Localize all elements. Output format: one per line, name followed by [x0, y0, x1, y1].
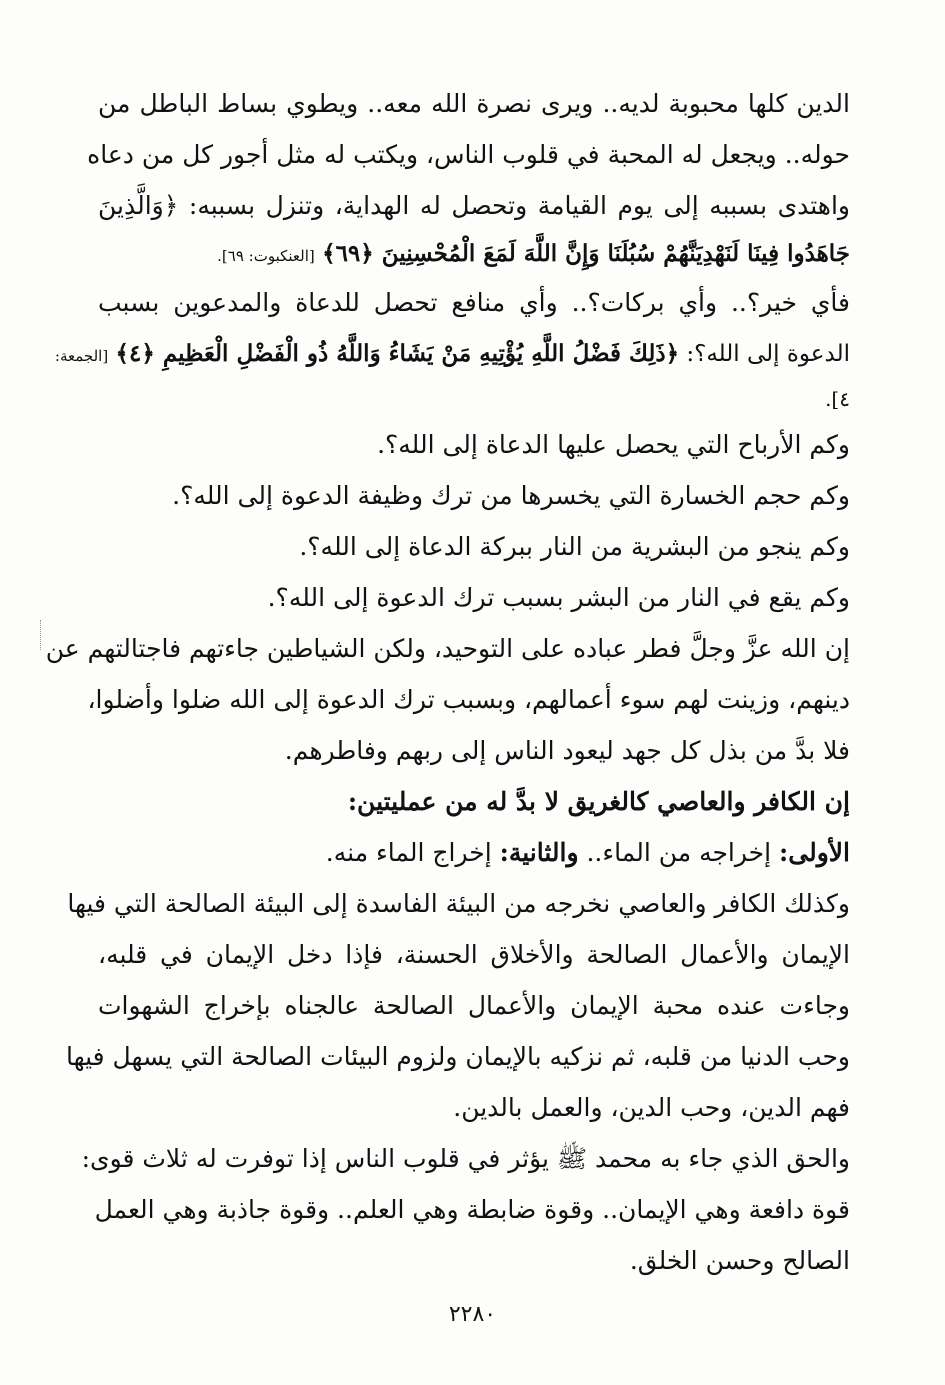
body-line: حوله.. ويجعل له المحبة في قلوب الناس، ويكتب له مثل أجور كل من دعاه [87, 140, 850, 169]
verse-reference-continuation: ٤]. [825, 387, 850, 411]
body-line: الدين كلها محبوبة لديه.. ويرى نصرة الله معه.. ويطوي بساط الباطل من [98, 89, 850, 118]
body-line: والحق الذي جاء به محمد ﷺ يؤثر في قلوب الناس إذا توفرت له ثلاث قوى: [81, 1144, 850, 1173]
scan-edge-mark [40, 620, 43, 650]
second-text: إخراج الماء منه. [325, 838, 500, 867]
verse-reference: [العنكبوت: ٦٩]. [217, 247, 315, 265]
body-line: واهتدى بسببه إلى يوم القيامة وتحصل له الهداية، وتنزل بسببه: ﴿وَالَّذِينَ [98, 191, 850, 220]
first-text: إخراجه من الماء.. [578, 838, 780, 867]
body-line [98, 827, 850, 878]
body-line: وكم يقع في النار من البشر بسبب ترك الدعوة إلى الله؟. [267, 583, 850, 612]
verse-reference: [الجمعة: [54, 347, 109, 365]
body-line: وجاءت عنده محبة الإيمان والأعمال الصالحة عالجناه بإخراج الشهوات [98, 991, 850, 1020]
section-heading: إن الكافر والعاصي كالغريق لا بدَّ له من عمليتين: [347, 787, 850, 816]
body-line: الصالح وحسن الخلق. [629, 1246, 850, 1275]
quran-verse-line [98, 231, 850, 277]
body-line: وكم ينجو من البشرية من النار ببركة الدعاة إلى الله؟. [299, 532, 850, 561]
body-line: وكم حجم الخسارة التي يخسرها من ترك وظيفة الدعوة إلى الله؟. [172, 481, 850, 510]
second-label: والثانية: [499, 838, 579, 867]
quran-verse: ﴿ذَلِكَ فَضْلُ اللَّهِ يُؤْتِيهِ مَنْ يَشَاءُ وَاللَّهُ ذُو الْفَضْلِ الْعَظِيمِ ﴿٤﴾ [115, 340, 680, 367]
verse-intro: الدعوة إلى الله؟: [686, 341, 850, 367]
body-line: وحب الدنيا من قلبه، ثم نزكيه بالإيمان ولزوم البيئات الصالحة التي يسهل فيها [65, 1042, 850, 1071]
quran-verse: جَاهَدُوا فِينَا لَنَهْدِيَنَّهُمْ سُبُلَنَا وَإِنَّ اللَّهَ لَمَعَ الْمُحْسِنِينَ ﴿٦٩﴾ [322, 240, 850, 267]
page-body [45, 78, 850, 1286]
body-line: قوة دافعة وهي الإيمان.. وقوة ضابطة وهي العلم.. وقوة جاذبة وهي العمل [94, 1195, 850, 1224]
body-line: فأي خير؟.. وأي بركات؟.. وأي منافع تحصل للدعاة والمدعوين بسبب [98, 288, 850, 317]
body-line: إن الله عزَّ وجلَّ فطر عباده على التوحيد، ولكن الشياطين جاءتهم فاجتالتهم عن [45, 634, 850, 663]
body-line: الإيمان والأعمال الصالحة والأخلاق الحسنة، فإذا دخل الإيمان في قلبه، [98, 940, 850, 969]
body-line: وكم الأرباح التي يحصل عليها الدعاة إلى الله؟. [377, 430, 850, 459]
body-line: وكذلك الكافر والعاصي نخرجه من البيئة الفاسدة إلى البيئة الصالحة التي فيها [67, 889, 850, 918]
page-number: ٢٢٨٠ [448, 1302, 497, 1327]
quran-verse-line [54, 328, 850, 379]
body-line: فلا بدَّ من بذل كل جهد ليعود الناس إلى ربهم وفاطرهم. [284, 736, 850, 765]
body-line: دينهم، وزينت لهم سوء أعمالهم، وبسبب ترك الدعوة إلى الله ضلوا وأضلوا، [87, 685, 850, 714]
first-label: الأولى: [779, 838, 850, 867]
body-line: فهم الدين، وحب الدين، والعمل بالدين. [453, 1093, 850, 1122]
